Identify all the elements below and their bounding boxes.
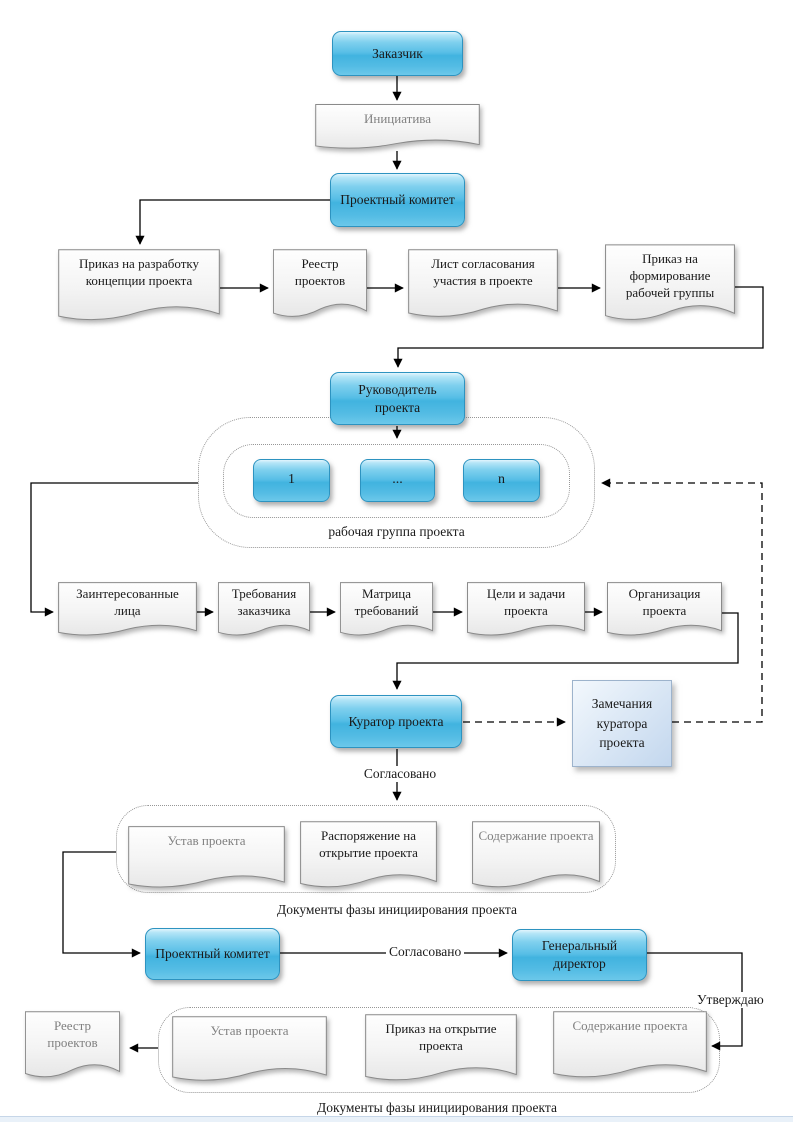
doc-project-organization (607, 582, 722, 648)
doc-concept-order-label: Приказ на разработку концепции проекта (78, 256, 200, 288)
doc-participation-sheet (408, 249, 558, 333)
node-project-manager-label: Руководитель проекта (358, 381, 437, 415)
node-member-1-label: 1 (288, 472, 295, 488)
doc-scope-2 (553, 1011, 707, 1093)
node-member-n (463, 459, 540, 502)
page-bottom-strip (0, 1116, 793, 1122)
doc-goals-objectives-label: Цели и задачи проекта (486, 586, 566, 618)
node-curator (330, 695, 462, 748)
workgroup-label: рабочая группа проекта (328, 524, 465, 539)
node-curator-label: Куратор проекта (348, 713, 444, 729)
doc-opening-directive (300, 821, 437, 903)
doc-project-registry-2-label: Реестр проектов (47, 1018, 98, 1050)
doc-charter-2 (172, 1016, 327, 1096)
node-project-committee-1 (330, 173, 465, 227)
phase-docs-label-2: Документы фазы инициирования проекта (317, 1100, 557, 1115)
node-customer (332, 31, 463, 76)
doc-project-registry-1-label: Реестр проектов (294, 256, 346, 288)
doc-requirements-matrix (340, 582, 433, 648)
agreed-label-1: Согласовано (330, 766, 470, 782)
node-project-committee-2 (145, 928, 280, 980)
doc-charter-2-label: Устав проекта (210, 1023, 289, 1038)
doc-project-organization-label: Организация проекта (628, 586, 701, 618)
doc-participation-sheet-label: Лист согласования участия в проекте (431, 256, 535, 288)
node-member-n-label: n (498, 472, 505, 488)
doc-stakeholders (58, 582, 197, 648)
doc-opening-order-label: Приказ на открытие проекта (385, 1021, 497, 1053)
node-project-manager (330, 372, 465, 425)
doc-project-registry-2 (25, 1011, 120, 1093)
approve-label: Утверждаю (694, 992, 767, 1008)
doc-opening-directive-label: Распоряжение на открытие проекта (319, 828, 418, 860)
doc-customer-requirements-label: Требования заказчика (231, 586, 297, 618)
doc-requirements-matrix-label: Матрица требований (354, 586, 419, 618)
phase-docs-label-1: Документы фазы инициирования проекта (277, 902, 517, 917)
doc-workgroup-order (605, 244, 735, 338)
doc-charter-1-label: Устав проекта (167, 833, 246, 848)
node-project-committee-2-label: Проектный комитет (155, 946, 270, 962)
node-member-ellipsis-label: ... (392, 472, 403, 488)
doc-scope-1 (472, 821, 600, 903)
note-curator-remarks (572, 680, 672, 767)
doc-customer-requirements (218, 582, 310, 648)
node-general-director (512, 929, 647, 981)
doc-initiative-label: Инициатива (363, 111, 432, 126)
doc-goals-objectives (467, 582, 585, 648)
arrow-committee1-to-concept-order (140, 200, 330, 244)
node-general-director-label: Генеральный директор (541, 938, 618, 971)
doc-charter-1 (128, 826, 285, 902)
doc-stakeholders-label: Заинтересованные лица (76, 586, 179, 618)
doc-initiative (315, 104, 480, 159)
node-member-1 (253, 459, 330, 502)
doc-project-registry-1 (273, 249, 367, 333)
doc-opening-order (365, 1014, 517, 1096)
doc-scope-1-label: Содержание проекта (478, 828, 594, 843)
doc-concept-order (58, 249, 220, 337)
node-customer-label: Заказчик (372, 45, 423, 61)
node-member-ellipsis (360, 459, 435, 502)
doc-scope-2-label: Содержание проекта (572, 1018, 688, 1033)
doc-workgroup-order-label: Приказ на формирование рабочей группы (625, 251, 715, 300)
node-project-committee-1-label: Проектный комитет (340, 192, 455, 208)
agreed-label-2: Согласовано (386, 944, 464, 960)
note-curator-remarks-label: Замечания куратора проекта (591, 696, 653, 751)
